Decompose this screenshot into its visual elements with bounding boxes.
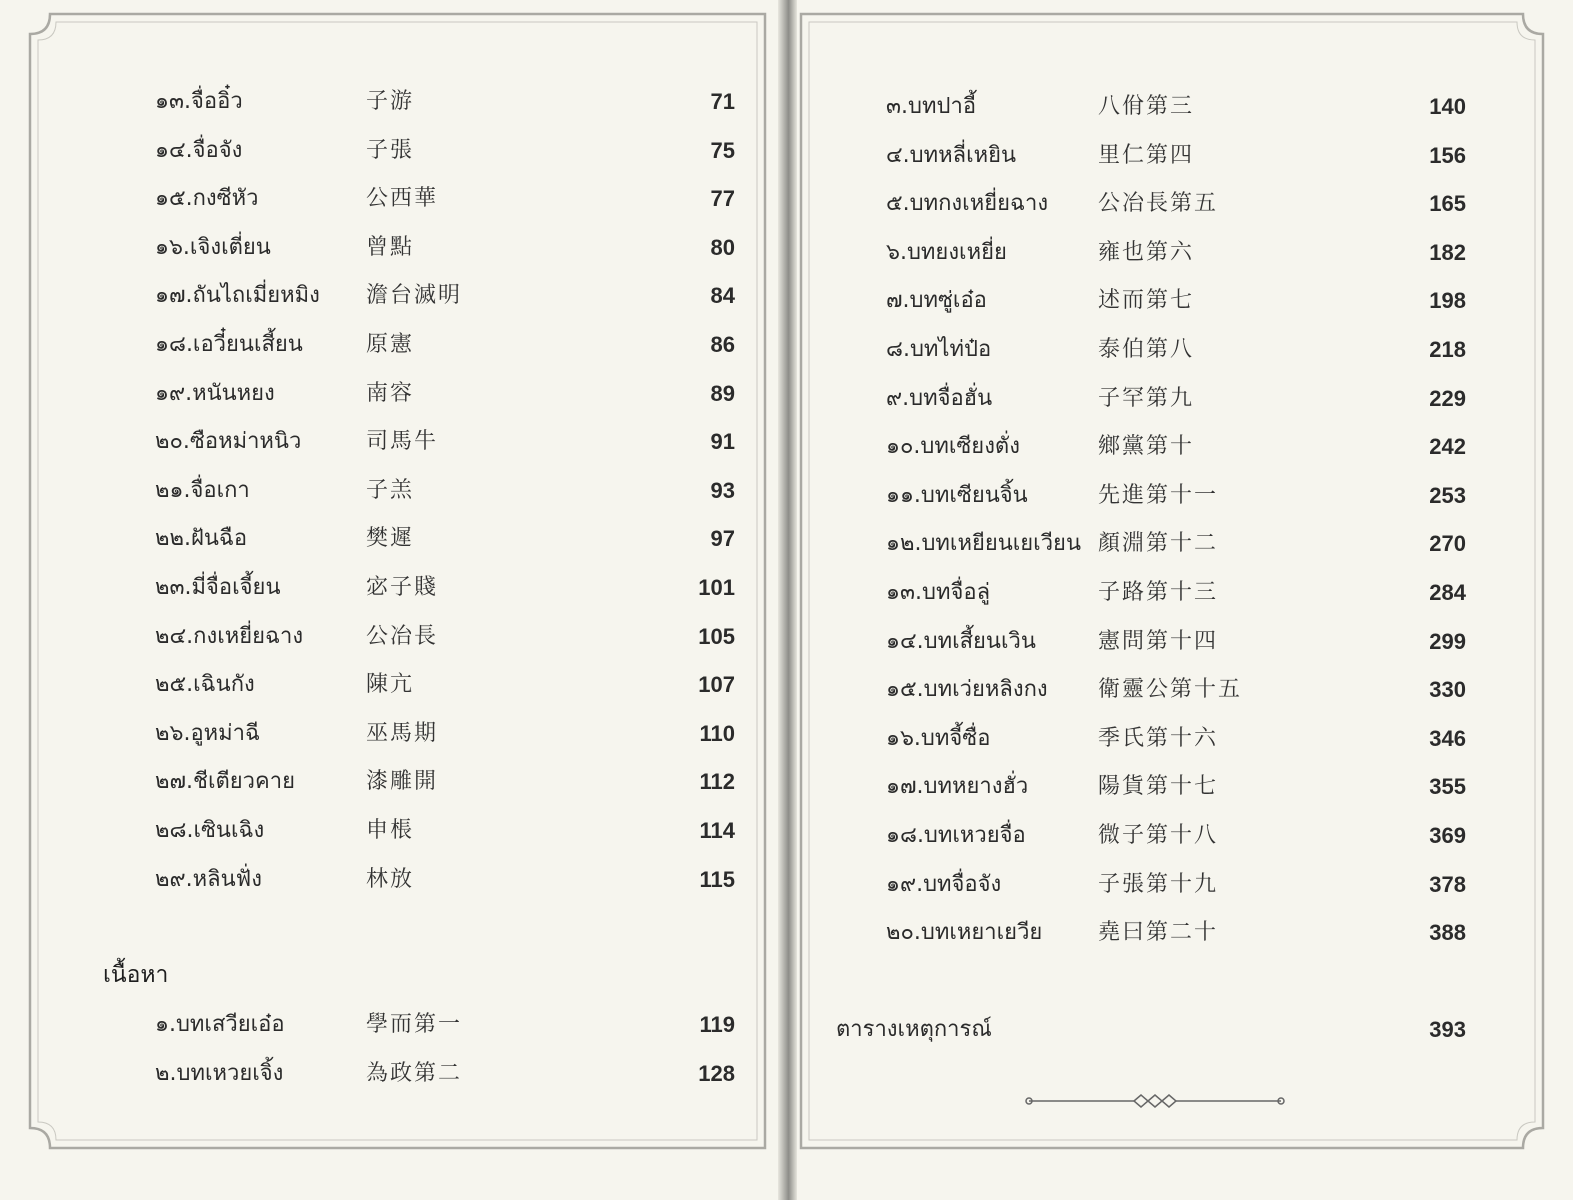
entry-page-number: 110 [699,720,735,746]
entry-chinese-title: 先進第十一 [1098,482,1219,508]
entry-chinese-title: 南容 [366,380,415,406]
entry-thai-title: ๒๗.ชีเตียวคาย [155,769,295,795]
entry-page-number: 112 [699,769,735,795]
entry-page-number: 77 [710,186,735,212]
entry-chinese-title: 微子第十八 [1098,823,1219,848]
toc-entry[interactable] [155,374,735,414]
toc-entry[interactable] [155,131,735,171]
entry-thai-title: ๑๕.บทเว่ยหลิงกง [886,677,1048,703]
entry-page-number: 140 [1429,94,1466,119]
entry-page-number: 101 [698,575,735,600]
toc-entry[interactable] [886,622,1466,662]
entry-chinese-title: 子羔 [366,477,415,503]
entry-thai-title: ๖.บทยงเหยี่ย [886,239,1007,265]
toc-entry[interactable] [886,87,1466,127]
entry-chinese-title: 學而第一 [366,1012,463,1037]
toc-entry[interactable] [155,811,735,851]
entry-chinese-title: 樊遲 [366,526,415,552]
entry-chinese-title: 漆雕開 [366,769,439,795]
entry-chinese-title: 憲問第十四 [1098,628,1219,654]
entry-page-number: 115 [699,866,735,892]
toc-entry[interactable] [886,913,1466,953]
entry-thai-title: ๑.บทเสวียเอ๋อ [155,1012,285,1037]
entry-page-number: 253 [1429,482,1466,508]
entry-thai-title: ๒๑.จื่อเกา [155,477,250,503]
entry-chinese-title: 澹台滅明 [366,283,463,309]
entry-chinese-title: 司馬牛 [366,429,439,455]
toc-entry[interactable] [155,276,735,316]
entry-thai-title: ๔.บทหลี่เหยิน [886,142,1017,168]
entry-page-number: 378 [1429,871,1466,897]
entry-chinese-title: 里仁第四 [1098,142,1195,168]
entry-thai-title: ๑๓.บทจื่อลู่ [886,580,991,605]
toc-entry[interactable] [155,1054,735,1094]
toc-entry[interactable] [155,325,735,365]
entry-chinese-title: 為政第二 [366,1060,463,1086]
entry-thai-title: ๑๔.บทเสี้ยนเวิน [886,628,1036,654]
entry-thai-title: ๑๗.ถันไถเมี่ยหมิง [155,283,320,309]
ornament-divider [1024,1089,1286,1113]
entry-thai-title: ๒๐.ซือหม่าหนิว [155,429,302,455]
entry-page-number: 165 [1429,191,1466,217]
timeline-label: ตารางเหตุการณ์ [836,1017,992,1042]
entry-thai-title: ๑๑.บทเซียนจิ้น [886,482,1028,508]
entry-page-number: 128 [698,1060,735,1086]
entry-chinese-title: 陽貨第十七 [1098,774,1219,800]
entry-chinese-title: 子罕第九 [1098,385,1195,411]
toc-entry[interactable] [886,427,1466,467]
toc-entry[interactable] [886,524,1466,564]
entry-thai-title: ๙.บทจื่อฮั่น [886,385,993,411]
toc-entry[interactable] [886,184,1466,224]
entry-chinese-title: 述而第七 [1098,288,1195,314]
entry-page-number: 284 [1429,580,1466,605]
entry-chinese-title: 衛靈公第十五 [1098,677,1243,703]
entry-chinese-title: 子張第十九 [1098,871,1219,897]
entry-chinese-title: 巫馬期 [366,720,439,746]
entry-page-number: 86 [710,332,735,357]
entry-thai-title: ๑๘.เอวี๋ยนเสี้ยน [155,332,303,357]
entry-chinese-title: 公冶長第五 [1098,191,1219,217]
entry-page-number: 182 [1429,239,1466,265]
entry-chinese-title: 申棖 [366,818,415,843]
entry-thai-title: ๒๖.อูหม่าฉี [155,720,261,746]
toc-entry[interactable] [886,670,1466,710]
toc-entry[interactable] [886,136,1466,176]
entry-chinese-title: 子路第十三 [1098,580,1219,605]
toc-entry[interactable] [886,816,1466,856]
section-heading-content: เนื้อหา [103,962,169,988]
entry-chinese-title: 子張 [366,137,415,163]
entry-thai-title: ๑๗.บทหยางฮั่ว [886,774,1029,800]
entry-chinese-title: 泰伯第八 [1098,337,1195,362]
entry-thai-title: ๑๒.บทเหยียนเยเวียน [886,531,1081,557]
entry-chinese-title: 子游 [366,89,415,114]
toc-entry[interactable] [886,476,1466,516]
entry-thai-title: ๒๓.มี่จื่อเจี้ยน [155,575,281,600]
entry-thai-title: ๑๙.หนันหยง [155,380,275,406]
entry-page-number: 80 [710,234,735,260]
timeline-row[interactable] [836,1010,1466,1050]
toc-entry[interactable] [886,719,1466,759]
toc-entry[interactable] [155,762,735,802]
toc-entry[interactable] [155,228,735,268]
book-spine [778,0,797,1200]
entry-page-number: 242 [1429,434,1466,460]
toc-entry[interactable] [155,568,735,608]
entry-thai-title: ๒.บทเหวยเจิ้ง [155,1060,284,1086]
entry-page-number: 198 [1429,288,1466,314]
toc-entry[interactable] [155,82,735,122]
entry-page-number: 346 [1429,725,1466,751]
entry-page-number: 75 [710,137,735,163]
entry-page-number: 97 [710,526,735,552]
entry-page-number: 114 [699,818,735,843]
toc-entry[interactable] [155,179,735,219]
entry-thai-title: ๒๒.ฝันฉือ [155,526,248,552]
entry-thai-title: ๑๘.บทเหวยจื่อ [886,823,1026,848]
entry-thai-title: ๒๔.กงเหยี่ยฉาง [155,623,304,649]
entry-thai-title: ๒๕.เฉินกัง [155,672,255,698]
toc-entry[interactable] [155,665,735,705]
toc-entry[interactable] [155,519,735,559]
entry-page-number: 388 [1429,920,1466,946]
entry-page-number: 107 [698,672,735,698]
entry-thai-title: ๑๖.บทจี้ซื่อ [886,725,991,751]
toc-entry[interactable] [886,281,1466,321]
toc-entry[interactable] [886,573,1466,613]
entry-page-number: 229 [1429,385,1466,411]
entry-chinese-title: 堯曰第二十 [1098,920,1219,946]
toc-entry[interactable] [155,617,735,657]
entry-chinese-title: 鄉黨第十 [1098,434,1195,460]
entry-chinese-title: 原憲 [366,332,415,357]
entry-page-number: 369 [1429,823,1466,848]
entry-page-number: 299 [1429,628,1466,654]
entry-page-number: 330 [1429,677,1466,703]
entry-chinese-title: 宓子賤 [366,575,439,600]
entry-chinese-title: 公冶長 [366,623,439,649]
entry-chinese-title: 雍也第六 [1098,239,1195,265]
entry-chinese-title: 陳亢 [366,672,415,698]
toc-entry[interactable] [886,865,1466,905]
toc-entry[interactable] [155,714,735,754]
entry-thai-title: ๗.บทซู่เอ๋อ [886,288,987,314]
entry-page-number: 93 [710,477,735,503]
entry-thai-title: ๑๐.บทเซียงตั่ง [886,434,1020,460]
entry-thai-title: ๘.บทไท่ป๋อ [886,337,992,362]
entry-page-number: 355 [1429,774,1466,800]
entry-thai-title: ๒๘.เซินเฉิง [155,818,265,843]
entry-page-number: 270 [1429,531,1466,557]
toc-entry[interactable] [886,379,1466,419]
toc-entry[interactable] [886,767,1466,807]
entry-page-number: 71 [710,89,735,114]
entry-thai-title: ๒๐.บทเหยาเยวีย [886,920,1043,946]
toc-entry[interactable] [155,1005,735,1045]
entry-chinese-title: 公西華 [366,186,439,212]
toc-entry[interactable] [155,422,735,462]
entry-thai-title: ๑๓.จื่ออิ๋ว [155,89,243,114]
entry-thai-title: ๑๙.บทจื่อจัง [886,871,1002,897]
entry-page-number: 218 [1429,337,1466,362]
entry-page-number: 89 [710,380,735,406]
entry-thai-title: ๑๕.กงซีหัว [155,186,259,212]
entry-page-number: 156 [1429,142,1466,168]
entry-page-number: 105 [698,623,735,649]
entry-page-number: 119 [699,1012,735,1037]
entry-thai-title: ๕.บทกงเหยี่ยฉาง [886,191,1049,217]
toc-entry[interactable] [155,860,735,900]
entry-thai-title: ๑๔.จื่อจัง [155,137,243,163]
entry-page-number: 84 [710,283,735,309]
timeline-page-number: 393 [1429,1017,1466,1042]
entry-thai-title: ๒๙.หลินฟั่ง [155,866,262,892]
entry-chinese-title: 顏淵第十二 [1098,531,1219,557]
toc-entry[interactable] [886,330,1466,370]
toc-entry[interactable] [155,471,735,511]
entry-chinese-title: 八佾第三 [1098,94,1195,119]
entry-chinese-title: 曾點 [366,234,415,260]
entry-chinese-title: 季氏第十六 [1098,725,1219,751]
toc-entry[interactable] [886,233,1466,273]
entry-thai-title: ๓.บทปาอี้ [886,94,977,119]
entry-thai-title: ๑๖.เจิงเตี่ยน [155,234,271,260]
entry-page-number: 91 [710,429,735,455]
entry-chinese-title: 林放 [366,866,415,892]
